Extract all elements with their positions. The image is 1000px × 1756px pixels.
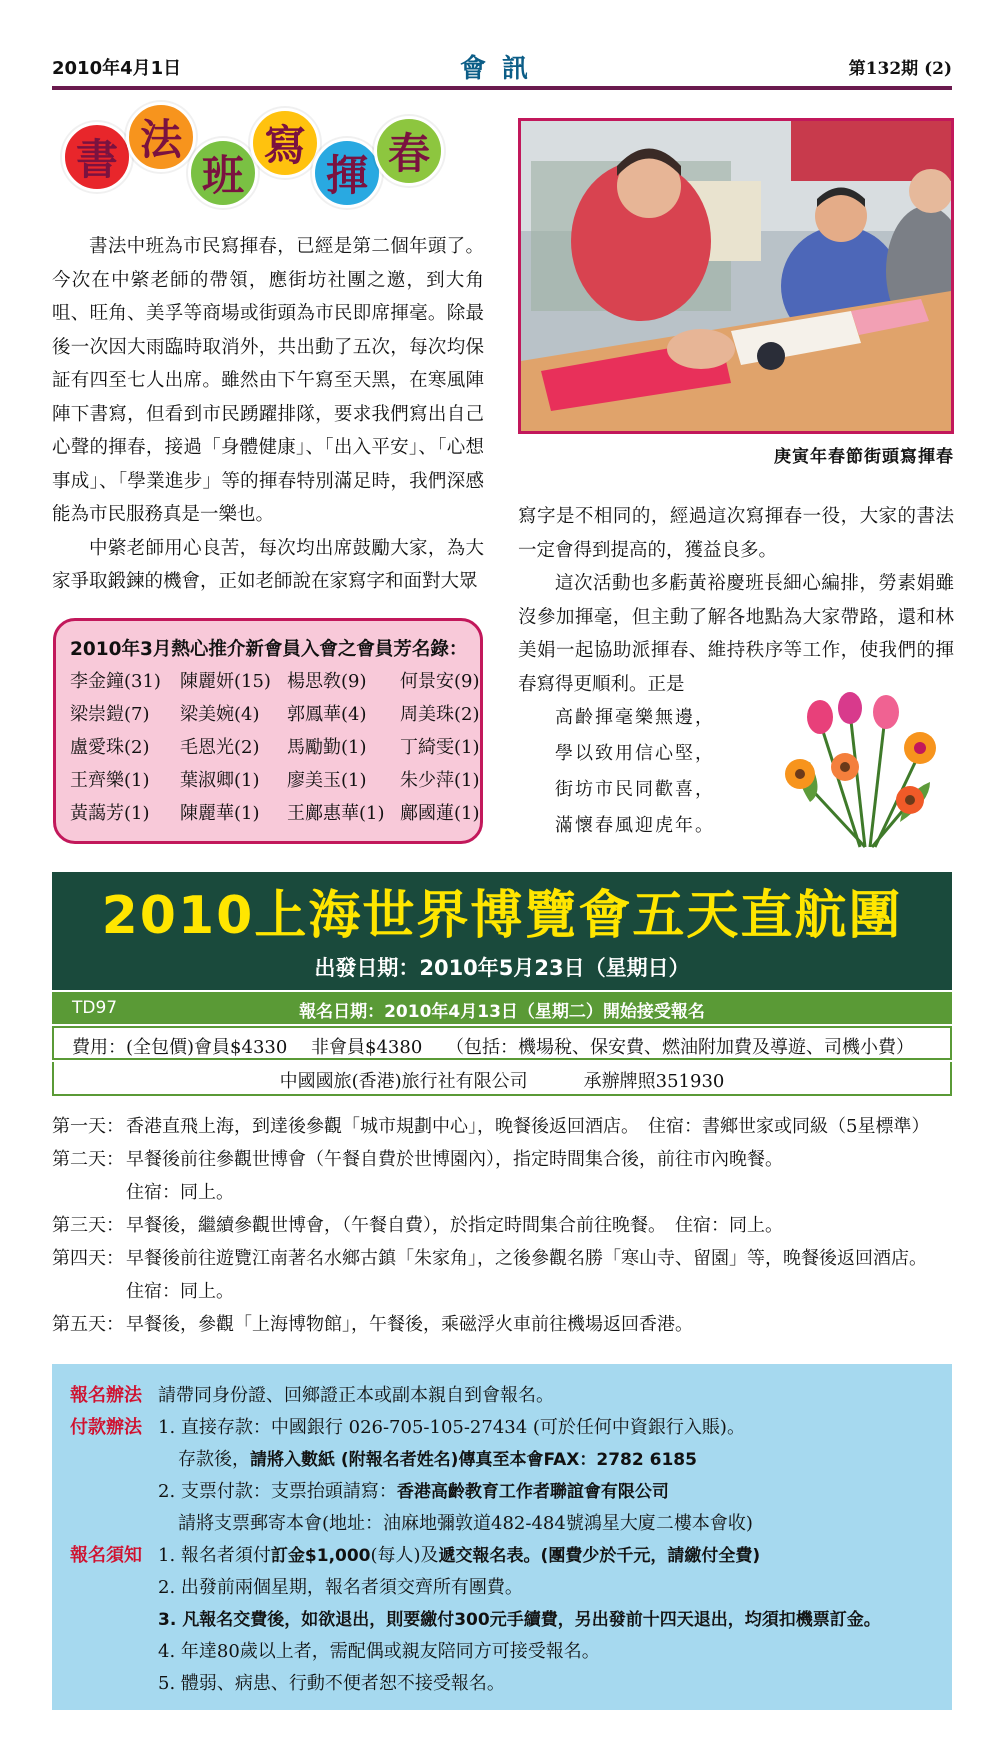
payment-note-text: 存款後，	[178, 1449, 250, 1470]
info-row	[70, 1572, 952, 1604]
member-name: 葉淑卿(1)	[180, 770, 260, 791]
honor-roll-title: 2010年3月熱心推介新會員入會之會員芳名錄：	[70, 639, 468, 660]
itinerary-text: 早餐後，繼續參觀世博會，（午餐自費），於指定時間集合前往晚餐。 住宿：同上。	[126, 1215, 783, 1236]
deposit-amount: 訂金$1,000	[270, 1546, 371, 1566]
notice-3: 3. 凡報名交費後，如欲退出，則要繳付300元手續費，另出發前十四天退出，均須扣機票訂金。	[158, 1610, 881, 1630]
member-name: 李金鐘(31)	[70, 671, 161, 692]
expo-tour-banner	[52, 872, 952, 990]
street-calligraphy-photo	[518, 118, 954, 434]
itinerary-line	[52, 1143, 962, 1176]
info-row	[70, 1668, 952, 1700]
member-name: 王齊樂(1)	[70, 770, 150, 791]
info-row	[70, 1444, 952, 1476]
payment-option-2	[158, 1476, 669, 1508]
itinerary-line	[52, 1275, 962, 1308]
itinerary-text: 早餐後前往參觀世博會（午餐自費於世博園內），指定時間集合後，前往市內晚餐。	[126, 1149, 783, 1170]
itinerary-text: 住宿：同上。	[126, 1281, 234, 1302]
heading-char: 揮	[312, 138, 382, 208]
heading-char: 寫	[250, 108, 320, 178]
poem-line: 高齡揮毫樂無邊，	[555, 707, 715, 728]
member-name: 廖美玉(1)	[287, 770, 367, 791]
itinerary-text: 香港直飛上海，到達後參觀「城市規劃中心」，晚餐後返回酒店。 住宿：書鄉世家或同級（5星標準）	[126, 1116, 930, 1137]
info-row	[70, 1636, 952, 1668]
info-row	[70, 1476, 952, 1508]
signup-method-text: 請帶同身份證、回鄉證正本或副本親自到會報名。	[158, 1385, 554, 1406]
member-name: 毛恩光(2)	[180, 737, 260, 758]
member-name: 梁美婉(4)	[180, 704, 260, 725]
poem	[555, 700, 715, 844]
article-paragraph: 這次活動也多虧黃裕慶班長細心編排，勞素娟雖沒參加揮毫，但主動了解各地點為大家帶路，還和林美娟一起協助派揮春、維持秩序等工作，使我們的揮春寫得更順利。正是	[518, 573, 954, 695]
itinerary-line	[52, 1242, 962, 1275]
newsletter-title: 會訊	[459, 54, 544, 84]
payment-option-1-note	[158, 1444, 697, 1476]
submit-form-note: 遞交報名表。(團費少於千元，請繳付全費)	[438, 1546, 761, 1566]
calligraphy-article-continued	[518, 500, 954, 701]
heading-char: 班	[188, 138, 258, 208]
registration-bar	[52, 992, 952, 1024]
member-name: 陳麗妍(15)	[180, 671, 271, 692]
calligraphy-article	[52, 230, 484, 599]
notice-4: 4. 年達80歲以上者，需配偶或親友陪同方可接受報名。	[158, 1641, 600, 1662]
poem-line: 滿懷春風迎虎年。	[555, 815, 715, 836]
member-name: 鄺國蓮(1)	[400, 803, 480, 824]
member-name: 陳麗華(1)	[180, 803, 260, 824]
page-header	[52, 48, 952, 90]
info-row	[70, 1412, 952, 1444]
itinerary-text: 早餐後前往遊覽江南著名水鄉古鎮「朱家角」，之後參觀名勝「寒山寺、留園」等，晚餐後返回酒店。	[126, 1248, 927, 1269]
cheque-payee: 香港高齡教育工作者聯誼會有限公司	[396, 1482, 669, 1502]
article-paragraph: 書法中班為市民寫揮春，已經是第二個年頭了。今次在中綮老師的帶領，應街坊社團之邀，到大角咀、旺角、美孚等商場或街頭為市民即席揮毫。除最後一次因大雨臨時取消外，共出動了五次，每次均保証有四至七人出席。雖然由下午寫至天黑，在寒風陣陣下書寫，但看到市民踴躍排隊，要求我們寫出自己心聲的揮春，接過「身體健康」、「出入平安」、「心想事成」、「學業進步」等的揮春特別滿足時，我們深感能為市民服務真是一樂也。	[52, 236, 484, 525]
calligraphy-heading	[62, 108, 502, 218]
agency-license: 承辦牌照351930	[583, 1071, 725, 1092]
notice-text: (每人)及	[370, 1545, 439, 1566]
member-name: 楊思敎(9)	[287, 671, 367, 692]
itinerary-text: 住宿：同上。	[126, 1182, 234, 1203]
signup-method-label: 報名辦法	[70, 1385, 142, 1406]
notice-1	[158, 1540, 760, 1572]
info-row	[70, 1540, 952, 1572]
member-name: 王鄺惠華(1)	[287, 803, 385, 824]
registration-notes-label: 報名須知	[70, 1545, 142, 1566]
member-name: 梁崇鎧(7)	[70, 704, 150, 725]
registration-open-date: 報名日期：2010年4月13日（星期二）開始接受報名	[299, 1002, 705, 1022]
tour-agency-row	[52, 1062, 952, 1096]
tour-itinerary	[52, 1110, 962, 1341]
travel-agency: 中國國旅(香港)旅行社有限公司	[279, 1071, 528, 1092]
poem-line: 學以致用信心堅，	[555, 743, 715, 764]
heading-char: 法	[126, 102, 196, 172]
tour-code: TD97	[72, 998, 118, 1018]
itinerary-text: 早餐後，參觀「上海博物館」，午餐後，乘磁浮火車前往機場返回香港。	[126, 1314, 693, 1335]
itinerary-day: 第四天：	[52, 1248, 124, 1269]
member-name: 周美珠(2)	[400, 704, 480, 725]
issue-number: 第132期 (2)	[848, 59, 952, 79]
registration-info-box	[52, 1364, 952, 1710]
member-name: 黃藹芳(1)	[70, 803, 150, 824]
itinerary-day: 第五天：	[52, 1314, 124, 1335]
issue-date: 2010年4月1日	[52, 58, 182, 79]
member-name: 郭鳳華(4)	[287, 704, 367, 725]
member-name: 朱少萍(1)	[400, 770, 480, 791]
article-paragraph: 中綮老師用心良苦，每次均出席鼓勵大家，為大家爭取鍛鍊的機會，正如老師說在家寫字和面對大眾	[52, 537, 484, 592]
member-name: 馬勵勤(1)	[287, 737, 367, 758]
itinerary-line	[52, 1308, 962, 1341]
itinerary-line	[52, 1176, 962, 1209]
photo-illustration	[521, 121, 951, 431]
tour-fee: 費用：(全包價)會員$4330 非會員$4380 （包括：機場稅、保安費、燃油附加費及導遊、司機小費）	[52, 1026, 952, 1060]
honor-roll-names	[70, 667, 480, 828]
itinerary-line	[52, 1209, 962, 1242]
payment-fax-instruction: 請將入數紙 (附報名者姓名)傳真至本會FAX：2782 6185	[250, 1450, 697, 1470]
cheque-mailing-address: 請將支票郵寄本會(地址：油麻地彌敦道482-484號鴻星大廈二樓本會收)	[178, 1513, 753, 1534]
info-row	[70, 1380, 952, 1412]
itinerary-day: 第一天：	[52, 1116, 124, 1137]
member-name: 盧愛珠(2)	[70, 737, 150, 758]
notice-5: 5. 體弱、病患、行動不便者恕不接受報名。	[158, 1673, 505, 1694]
info-row	[70, 1508, 952, 1540]
member-name: 丁綺雯(1)	[400, 737, 480, 758]
photo-caption: 庚寅年春節街頭寫揮春	[774, 447, 954, 467]
payment-cheque-text: 2. 支票付款：支票抬頭請寫：	[158, 1481, 397, 1502]
tour-title: 2010上海世界博覽會五天直航團	[101, 886, 903, 946]
poem-line: 街坊市民同歡喜，	[555, 779, 715, 800]
payment-method-label: 付款辦法	[70, 1417, 142, 1438]
notice-text: 1. 報名者須付	[158, 1545, 271, 1566]
heading-char: 春	[374, 116, 444, 186]
member-name: 何景安(9)	[400, 671, 480, 692]
itinerary-day: 第二天：	[52, 1149, 124, 1170]
itinerary-line	[52, 1110, 962, 1143]
tour-departure-date: 出發日期：2010年5月23日（星期日）	[314, 956, 690, 980]
notice-2: 2. 出發前兩個星期，報名者須交齊所有團費。	[158, 1577, 523, 1598]
info-row	[70, 1604, 952, 1636]
referral-honor-roll	[53, 618, 483, 844]
itinerary-day: 第三天：	[52, 1215, 124, 1236]
flower-bouquet-illustration	[780, 682, 940, 852]
payment-option-1: 1. 直接存款：中國銀行 026-705-105-27434 (可於任何中資銀行入賬)。	[158, 1417, 745, 1438]
heading-char: 書	[62, 122, 132, 192]
article-paragraph: 寫字是不相同的，經過這次寫揮春一役，大家的書法一定會得到提高的，獲益良多。	[518, 506, 954, 561]
